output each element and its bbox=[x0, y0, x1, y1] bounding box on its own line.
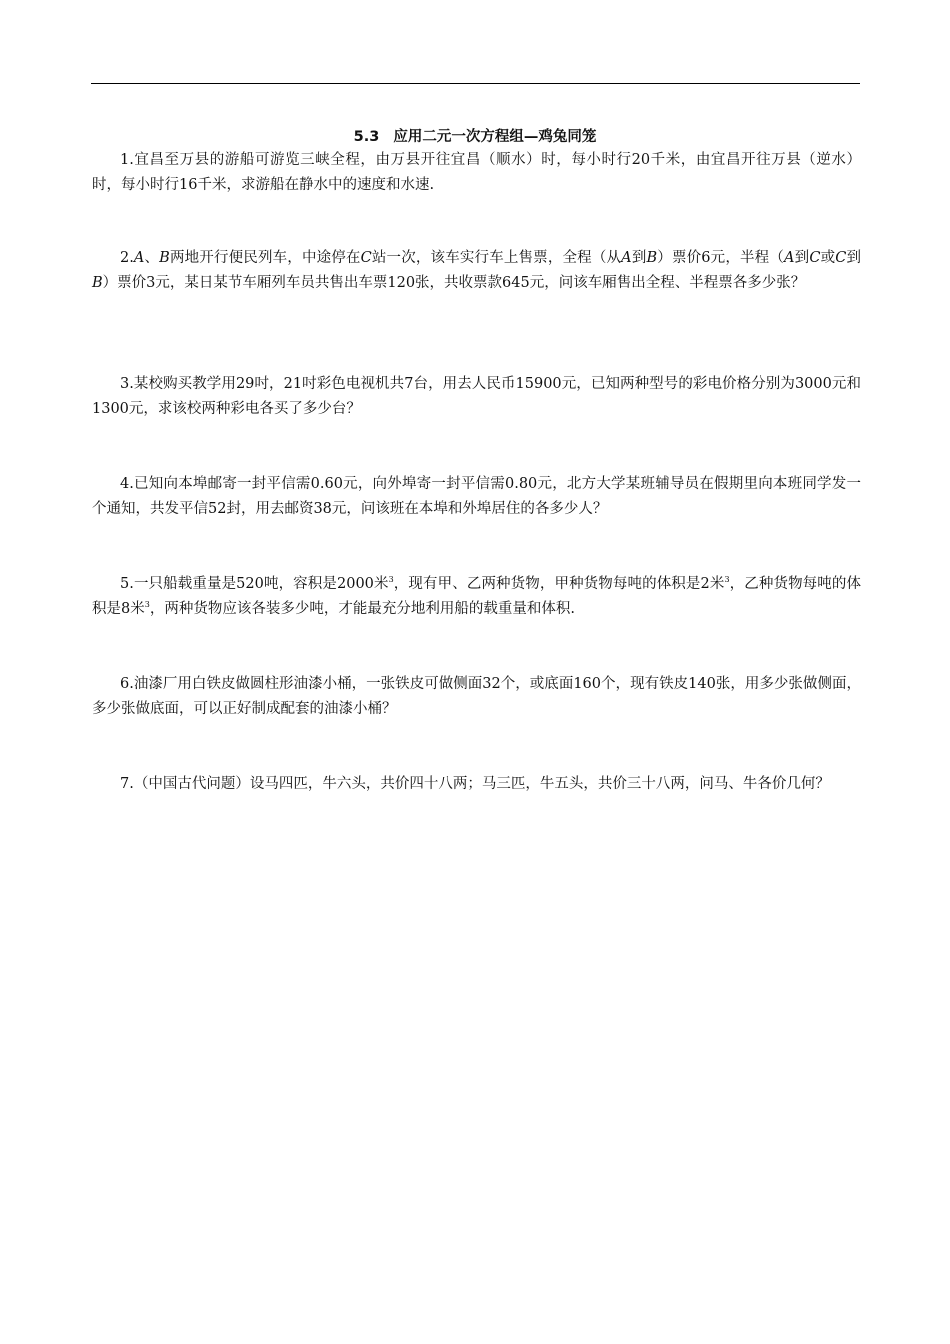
question-7 bbox=[92, 772, 861, 797]
question-text: 油漆厂用白铁皮做圆柱形油漆小桶，一张铁皮可做侧面32个，或底面160个，现有铁皮140张，用多少张做侧面，多少张做底面，可以正好制成配套的油漆小桶？ bbox=[92, 676, 861, 717]
question-text: 已知向本埠邮寄一封平信需0.60元，向外埠寄一封平信需0.80元，北方大学某班辅导员在假期里向本班同学发一个通知，共发平信52封，用去邮资38元，问该班在本埠和外埠居住的各多少人？ bbox=[92, 476, 861, 517]
point-label: C bbox=[809, 250, 821, 266]
point-label: B bbox=[159, 250, 170, 266]
question-number: 3. bbox=[120, 376, 134, 392]
section-title: 应用二元一次方程组—鸡兔同笼 bbox=[393, 129, 597, 145]
question-3 bbox=[92, 372, 861, 422]
point-label: A bbox=[133, 250, 145, 266]
question-text-part: 到 bbox=[794, 250, 810, 266]
question-text-part: 两地开行便民列车，中途停在 bbox=[169, 250, 361, 266]
question-1 bbox=[92, 148, 861, 198]
question-6 bbox=[92, 672, 861, 722]
section-number: 5.3 bbox=[353, 129, 380, 145]
question-text: 某校购买教学用29吋，21吋彩色电视机共7台，用去人民币15900元，已知两种型号的彩电价格分别为3000元和1300元，求该校两种彩电各买了多少台？ bbox=[92, 376, 861, 417]
question-text: （中国古代问题）设马四匹，牛六头，共价四十八两；马三匹，牛五头，共价三十八两，问马、牛各价几何？ bbox=[133, 776, 830, 792]
question-text-part: 到 bbox=[846, 250, 862, 266]
point-label: B bbox=[646, 250, 658, 266]
question-text-part: 站一次，该车实行车上售票，全程（从 bbox=[371, 250, 622, 266]
question-text-part: 或 bbox=[820, 250, 836, 266]
exponent: 3 bbox=[144, 600, 150, 610]
question-number: 5. bbox=[120, 576, 134, 592]
question-5 bbox=[92, 572, 861, 622]
question-text-part: 、 bbox=[144, 250, 160, 266]
question-text-part: ，两种货物应该各装多少吨，才能最充分地利用船的载重量和体积. bbox=[149, 601, 575, 617]
page-title bbox=[0, 125, 950, 146]
exponent: 3 bbox=[388, 575, 394, 585]
question-text-part: ）票价6元，半程（ bbox=[657, 250, 784, 266]
header-rule bbox=[91, 83, 860, 84]
point-label: A bbox=[621, 250, 632, 266]
question-number: 7. bbox=[120, 776, 134, 792]
question-text-part: 一只船载重量是520吨，容积是2000米 bbox=[133, 576, 389, 592]
question-number: 4. bbox=[120, 476, 134, 492]
question-2 bbox=[92, 246, 861, 296]
question-4 bbox=[92, 472, 861, 522]
question-number: 1. bbox=[120, 152, 134, 168]
point-label: B bbox=[92, 275, 103, 291]
point-label: C bbox=[360, 250, 372, 266]
question-number: 6. bbox=[120, 676, 134, 692]
question-text-part: 到 bbox=[631, 250, 647, 266]
point-label: A bbox=[784, 250, 795, 266]
question-text-part: ）票价3元，某日某节车厢列车员共售出车票120张，共收票款645元，问该车厢售出全程、半程票各多少张？ bbox=[102, 275, 806, 291]
question-text: 宜昌至万县的游船可游览三峡全程，由万县开往宜昌（顺水）时，每小时行20千米，由宜昌开往万县（逆水）时，每小时行16千米，求游船在静水中的速度和水速. bbox=[92, 152, 861, 193]
question-text-part: ，现有甲、乙两种货物，甲种货物每吨的体积是2米 bbox=[393, 576, 725, 592]
question-number: 2. bbox=[120, 250, 134, 266]
exponent: 3 bbox=[724, 575, 730, 585]
point-label: C bbox=[835, 250, 847, 266]
question-text-part: ，乙种货物每吨的体积是8米 bbox=[92, 576, 861, 617]
